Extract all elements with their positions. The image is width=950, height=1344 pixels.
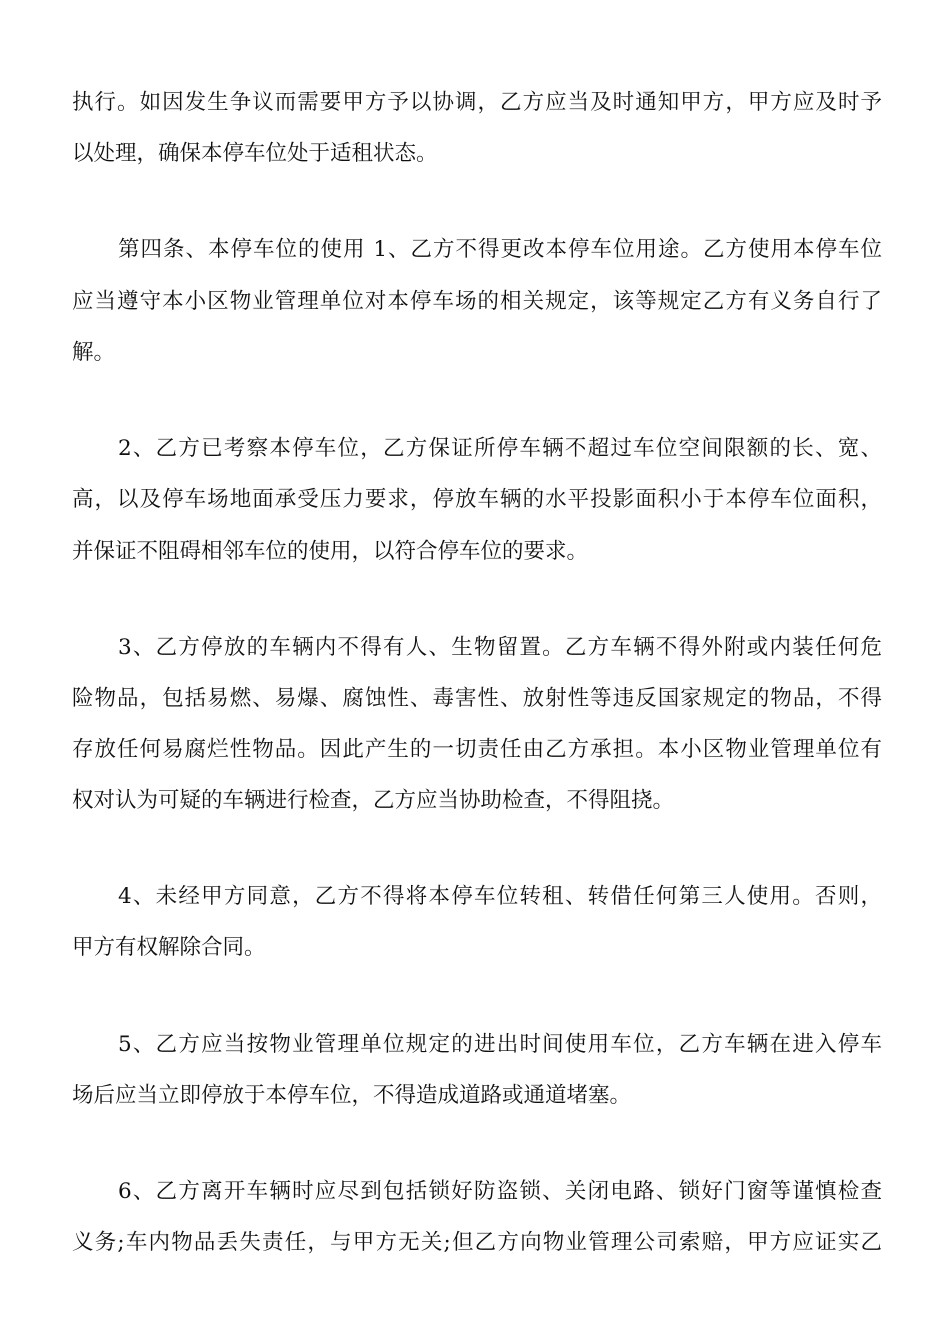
paragraph-line: 险物品，包括易燃、易爆、腐蚀性、毒害性、放射性等违反国家规定的物品，不得 [72,686,882,711]
paragraph-line: 应当遵守本小区物业管理单位对本停车场的相关规定，该等规定乙方有义务自行了 [72,289,882,314]
paragraph-line: 执行。如因发生争议而需要甲方予以协调，乙方应当及时通知甲方，甲方应及时予 [72,90,882,115]
paragraph-line: 以处理，确保本停车位处于适租状态。 [72,141,438,166]
paragraph-line: 义务;车内物品丢失责任，与甲方无关;但乙方向物业管理公司索赔，甲方应证实乙 [72,1230,882,1255]
paragraph-line: 场后应当立即停放于本停车位，不得造成道路或通道堵塞。 [72,1083,632,1108]
paragraph-line: 3、乙方停放的车辆内不得有人、生物留置。乙方车辆不得外附或内装任何危 [118,635,882,660]
paragraph-line: 权对认为可疑的车辆进行检查，乙方应当协助检查，不得阻挠。 [72,788,675,813]
paragraph-line: 2、乙方已考察本停车位，乙方保证所停车辆不超过车位空间限额的长、宽、 [118,436,882,461]
paragraph-line: 5、乙方应当按物业管理单位规定的进出时间使用车位，乙方车辆在进入停车 [118,1032,882,1057]
paragraph-line: 第四条、本停车位的使用 1、乙方不得更改本停车位用途。乙方使用本停车位 [118,237,882,262]
paragraph-line: 存放任何易腐烂性物品。因此产生的一切责任由乙方承担。本小区物业管理单位有 [72,737,882,762]
paragraph-line: 高，以及停车场地面承受压力要求，停放车辆的水平投影面积小于本停车位面积， [72,487,882,512]
paragraph-line: 6、乙方离开车辆时应尽到包括锁好防盗锁、关闭电路、锁好门窗等谨慎检查 [118,1179,882,1204]
paragraph-line: 解。 [72,340,116,365]
paragraph-line: 并保证不阻碍相邻车位的使用，以符合停车位的要求。 [72,539,589,564]
paragraph-line: 4、未经甲方同意，乙方不得将本停车位转租、转借任何第三人使用。否则， [118,884,882,909]
paragraph-line: 甲方有权解除合同。 [72,935,266,960]
